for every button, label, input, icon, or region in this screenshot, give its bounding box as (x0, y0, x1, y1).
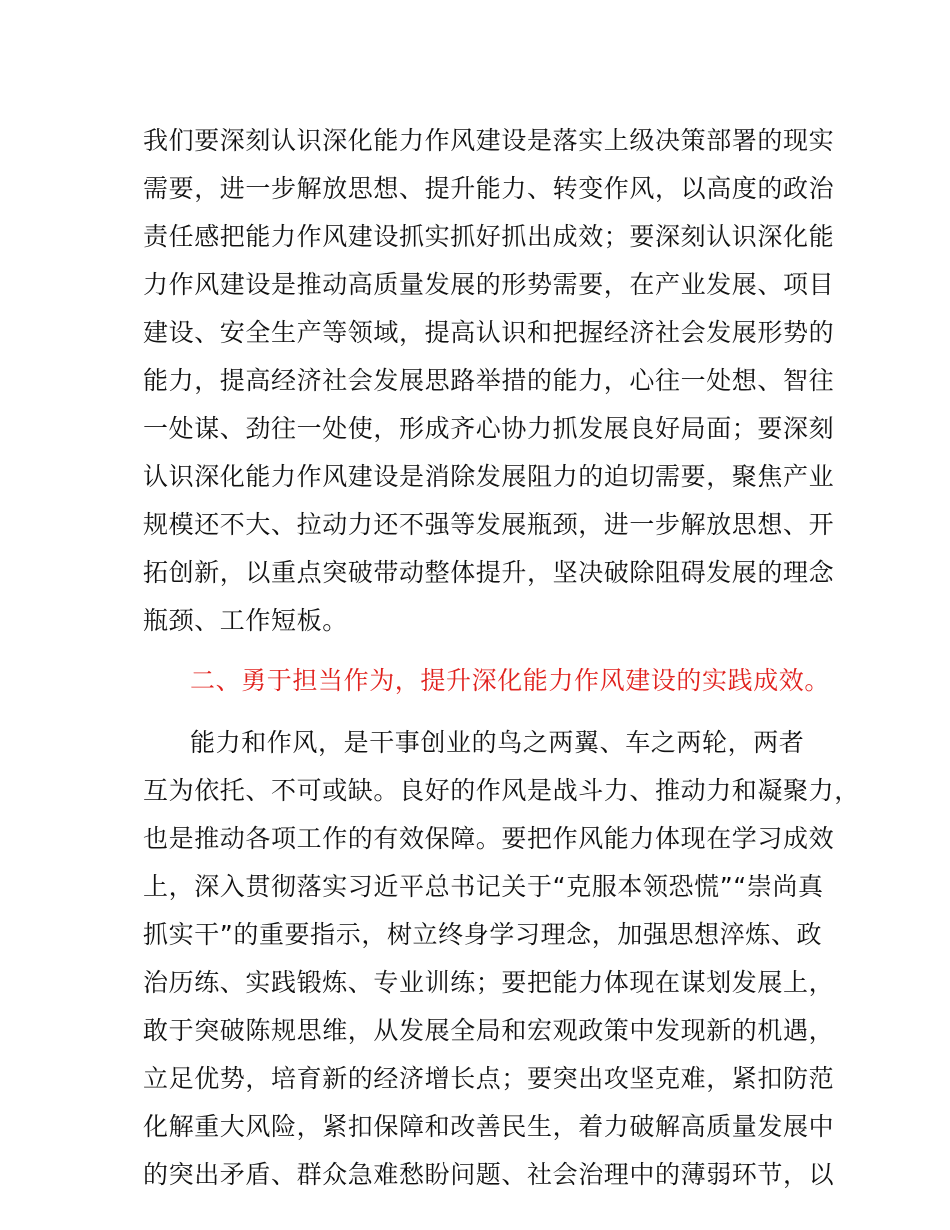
paragraph-2-line-9: 化解重大风险，紧扣保障和改善民生，着力破解高质量发展中 (143, 1112, 835, 1141)
paragraph-2-line-7: 敢于突破陈规思维，从发展全局和宏观政策中发现新的机遇， (143, 1016, 835, 1045)
paragraph-1-line-10: 拓创新，以重点突破带动整体提升，坚决破除阻碍发展的理念 (143, 558, 835, 587)
paragraph-2-line-3: 也是推动各项工作的有效保障。要把作风能力体现在学习成效 (143, 824, 835, 853)
paragraph-1-line-1: 我们要深刻认识深化能力作风建设是落实上级决策部署的现实 (143, 126, 835, 155)
paragraph-2-line-1: 能力和作风，是干事创业的鸟之两翼、车之两轮，两者 (190, 728, 805, 757)
paragraph-2-line-8: 立足优势，培育新的经济增长点；要突出攻坚克难，紧扣防范 (143, 1064, 835, 1093)
paragraph-1-line-9: 规模还不大、拉动力还不强等发展瓶颈，进一步解放思想、开 (143, 510, 835, 539)
paragraph-2-line-2: 互为依托、不可或缺。良好的作风是战斗力、推动力和凝聚力， (143, 776, 860, 805)
paragraph-2-line-4: 上，深入贯彻落实习近平总书记关于“克服本领恐慌”“崇尚真 (143, 872, 824, 901)
paragraph-1-line-3: 责任感把能力作风建设抓实抓好抓出成效；要深刻认识深化能 (143, 222, 835, 251)
paragraph-1-line-11: 瓶颈、工作短板。 (143, 606, 348, 635)
paragraph-2-line-6: 治历练、实践锻炼、专业训练；要把能力体现在谋划发展上， (143, 968, 835, 997)
paragraph-2-line-5: 抓实干”的重要指示，树立终身学习理念，加强思想淬炼、政 (143, 920, 823, 949)
paragraph-1-line-6: 能力，提高经济社会发展思路举措的能力，心往一处想、智往 (143, 366, 835, 395)
paragraph-2-line-10: 的突出矛盾、群众急难愁盼问题、社会治理中的薄弱环节，以 (143, 1160, 835, 1189)
paragraph-1-line-8: 认识深化能力作风建设是消除发展阻力的迫切需要，聚焦产业 (143, 462, 835, 491)
section-heading: 二、勇于担当作为，提升深化能力作风建设的实践成效。 (190, 666, 831, 695)
paragraph-1-line-7: 一处谋、劲往一处使，形成齐心协力抓发展良好局面；要深刻 (143, 414, 835, 443)
paragraph-1-line-2: 需要，进一步解放思想、提升能力、转变作风，以高度的政治 (143, 174, 835, 203)
paragraph-1-line-4: 力作风建设是推动高质量发展的形势需要，在产业发展、项目 (143, 270, 835, 299)
paragraph-1-line-5: 建设、安全生产等领域，提高认识和把握经济社会发展形势的 (143, 318, 835, 347)
